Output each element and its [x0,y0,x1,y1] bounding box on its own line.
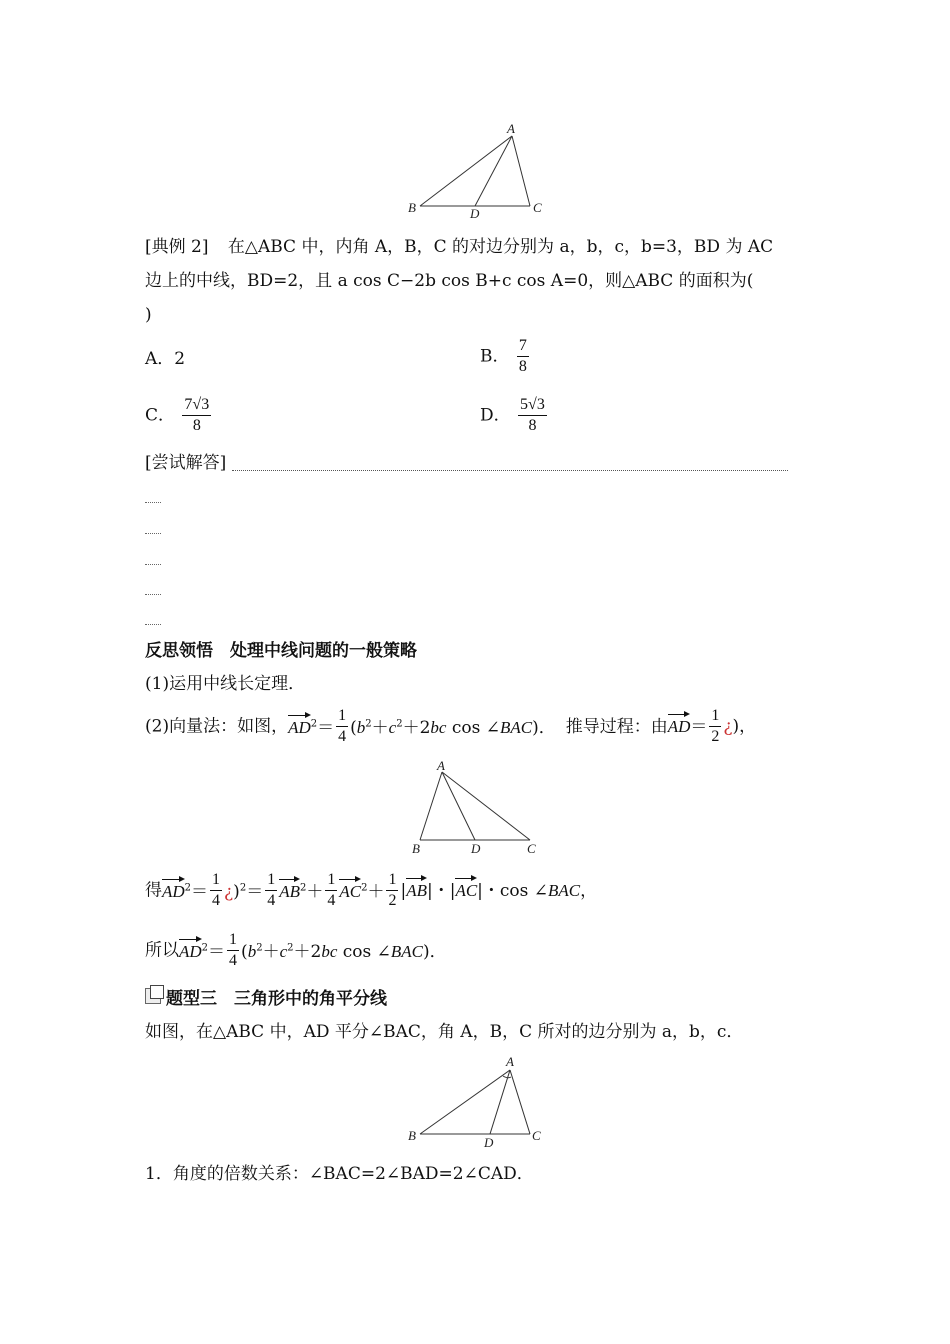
triangle-figure-2 [400,758,560,860]
label-c: C [533,200,542,215]
label-a: A [506,1054,514,1069]
label-d: D [470,206,480,220]
triangle-figure-3 [400,1050,560,1150]
example-line-2: 边上的中线，BD=2，且 a cos C−2b cos B+c cos A=0，则△ABC 的面积为( [145,271,754,291]
derivation-line: 得$AD^2=$ $\frac{1}{4}$ ¿)$^2$＝ $\frac{1}{4}$ $AB^2+$ $\frac{1}{4}$ $AC^2+$ $\frac{1}{2}$ |AB|・|AC|・cos ∠BAC， [145,871,598,909]
option-c[interactable]: C． $\frac{7√3}{8}$ [145,396,210,434]
label-d: D [484,1135,494,1150]
section-intro: 如图，在△ABC 中，AD 平分∠BAC，角 A，B，C 所对的边分别为 a，b，c． [145,1022,744,1042]
example-text-1: 在△ABC 中，内角 A，B，C 的对边分别为 a，b，c，b=3，BD 为 AC [227,237,774,257]
example-tag: [典例 2] [145,237,209,257]
answer-line[interactable] [145,594,161,595]
reflection-item-2: (2)向量法：如图，$AD^2=$ $\frac{1}{4}$ ($b^2+c^2+2bc$ cos ∠BAC)． 推导过程：由AD＝ $\frac{1}{2}$ ¿)， [145,707,757,745]
attempt-label: [尝试解答] [145,453,227,473]
reflection-item-1: (1)运用中线长定理． [145,674,306,694]
label-c: C [532,1128,541,1143]
label-c: C [527,841,536,856]
example-line-3: ) [145,305,152,325]
example-line-1 [145,236,773,258]
answer-line[interactable] [145,502,161,503]
option-b[interactable]: B． $\frac{7}{8}$ [480,337,527,375]
answer-line[interactable] [145,564,161,565]
therefore-line: 所以$AD^2=$ $\frac{1}{4}$ ($b^2+c^2+2bc$ cos ∠BAC)． [145,931,447,969]
label-b: B [412,841,420,856]
section-title: 题型三 三角形中的角平分线 [166,989,387,1009]
answer-line[interactable] [145,533,161,534]
option-d[interactable]: D． $\frac{5√3}{8}$ [480,396,545,434]
label-a: A [437,758,445,773]
attempt-line[interactable] [232,470,788,471]
reflection-title: 反思领悟 处理中线问题的一般策略 [145,641,417,661]
label-d: D [471,841,481,856]
section-icon [145,988,161,1004]
section-item-1: 1．角度的倍数关系：∠BAC=2∠BAD=2∠CAD． [145,1164,534,1184]
label-b: B [408,200,416,215]
label-b: B [408,1128,416,1143]
option-a[interactable]: A．2 [145,349,186,369]
triangle-figure-1 [400,120,560,220]
answer-line[interactable] [145,624,161,625]
label-a: A [507,121,515,136]
